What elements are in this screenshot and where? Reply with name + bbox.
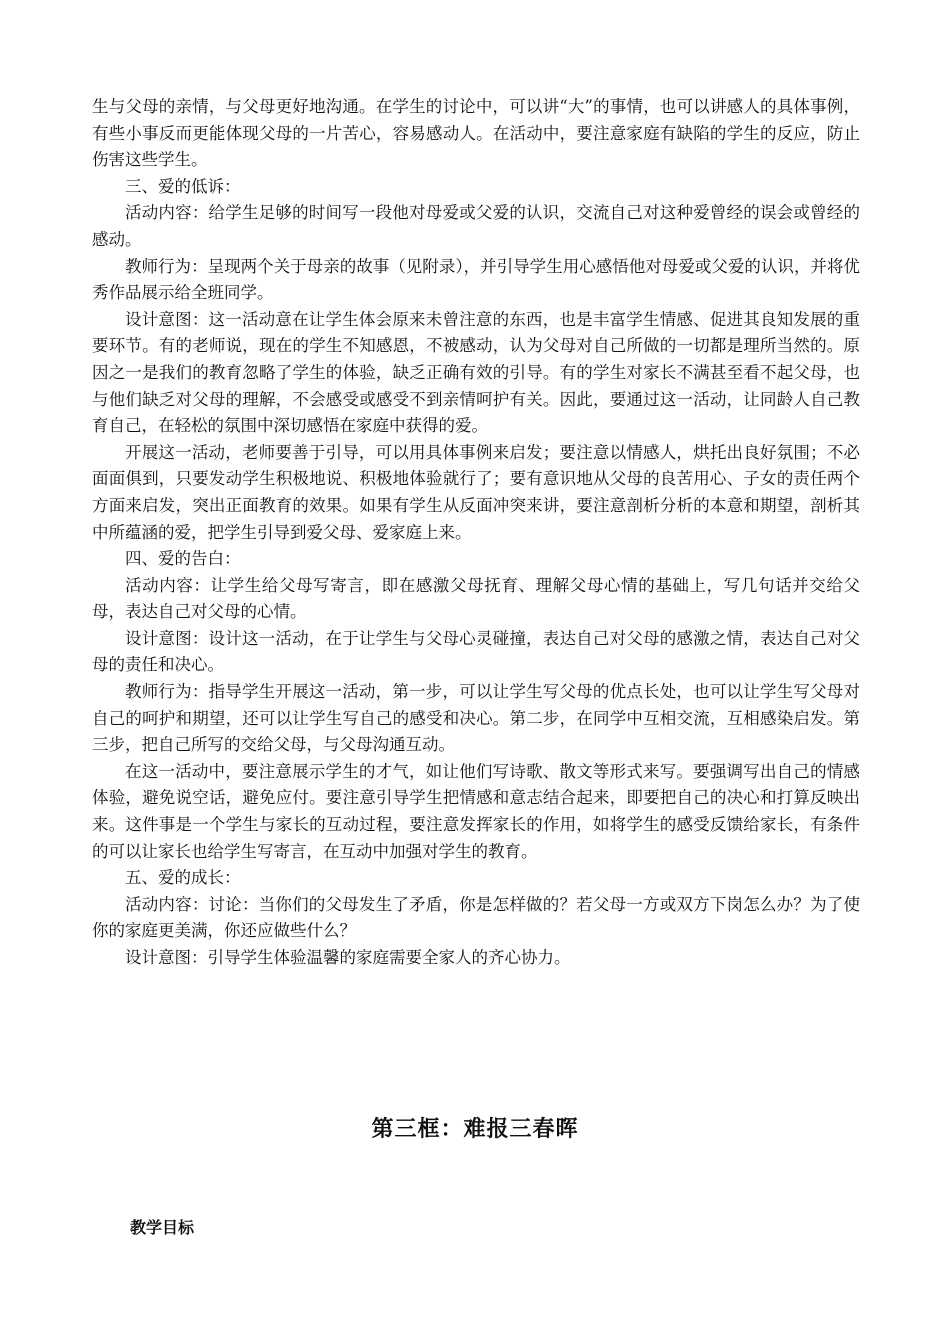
paragraph-conducting-activity: 开展这一活动，老师要善于引导，可以用具体事例来启发；要注意以情感人，烘托出良好氛围；不必面面俱到，只要发动学生积极地说、积极地体验就行了；要有意识地从父母的良苦用心、子女的责任两个方面来启发，突出正面教育的效果。如果有学生从反面冲突来讲，要注意剖析分析的本意和期望，剖析其中所蕴涵的爱，把学生引导到爱父母、爱家庭上来。	[92, 442, 860, 542]
heading-love-growth: 五、爱的成长：	[125, 868, 241, 888]
section-title: 第三框：难报三春晖	[371, 1117, 579, 1142]
paragraph-design-intent: 设计意图：这一活动意在让学生体会原来未曾注意的东西，也是丰富学生情感、促进其良知发展的重要环节。有的老师说，现在的学生不知感恩，不被感动，认为父母对自己所做的一切都是理所当然的。原因之一是我们的教育忽略了学生的体验，缺乏正确有效的引导。有的学生对家长不满甚至看不起父母，也与他们缺乏对父母的理解，不会感受或感受不到亲情呵护有关。因此，要通过这一活动，让同龄人自己教育自己，在轻松的氛围中深切感悟在家庭中获得的爱。	[92, 309, 860, 436]
body-text	[92, 94, 860, 972]
teaching-goals-heading: 教学目标	[130, 1218, 195, 1237]
paragraph-design-intent-2: 设计意图：设计这一活动，在于让学生与父母心灵碰撞，表达自己对父母的感激之情，表达自己对父母的责任和决心。	[92, 628, 860, 675]
heading-love-whisper: 三、爱的低诉：	[125, 176, 241, 196]
paragraph-teacher-behavior: 教师行为：呈现两个关于母亲的故事（见附录），并引导学生用心感悟他对母爱或父爱的认识，并将优秀作品展示给全班同学。	[92, 256, 860, 303]
paragraph-activity-content: 活动内容：给学生足够的时间写一段他对母爱或父爱的认识，交流自己对这种爱曾经的误会或曾经的感动。	[92, 203, 860, 249]
paragraph-1: 生与父母的亲情，与父母更好地沟通。在学生的讨论中，可以讲“大”的事情，也可以讲感人的具体事例，有些小事反而更能体现父母的一片苦心，容易感动人。在活动中，要注意家庭有缺陷的学生的反应，防止伤害这些学生。	[92, 97, 860, 170]
paragraph-activity-notes: 在这一活动中，要注意展示学生的才气，如让他们写诗歌、散文等形式来写。要强调写出自己的情感体验，避免说空话，避免应付。要注意引导学生把情感和意志结合起来，即要把自己的决心和打算反映出来。这件事是一个学生与家长的互动过程，要注意发挥家长的作用，如将学生的感受反馈给家长，有条件的可以让家长也给学生写寄言，在互动中加强对学生的教育。	[92, 761, 860, 861]
paragraph-teacher-behavior-2: 教师行为：指导学生开展这一活动，第一步，可以让学生写父母的优点长处，也可以让学生写父母对自己的呵护和期望，还可以让学生写自己的感受和决心。第二步，在同学中互相交流，互相感染启发。第三步，把自己所写的交给父母，与父母沟通互动。	[92, 682, 860, 755]
paragraph-activity-content-3: 活动内容：讨论：当你们的父母发生了矛盾，你是怎样做的？若父母一方或双方下岗怎么办？为了使你的家庭更美满，你还应做些什么？	[92, 894, 860, 941]
paragraph-design-intent-3: 设计意图：引导学生体验温馨的家庭需要全家人的齐心协力。	[125, 948, 571, 967]
heading-love-confession: 四、爱的告白：	[125, 549, 241, 569]
paragraph-activity-content-2: 活动内容：让学生给父母写寄言，即在感激父母抚育、理解父母心情的基础上，写几句话并交给父母，表达自己对父母的心情。	[92, 575, 860, 622]
